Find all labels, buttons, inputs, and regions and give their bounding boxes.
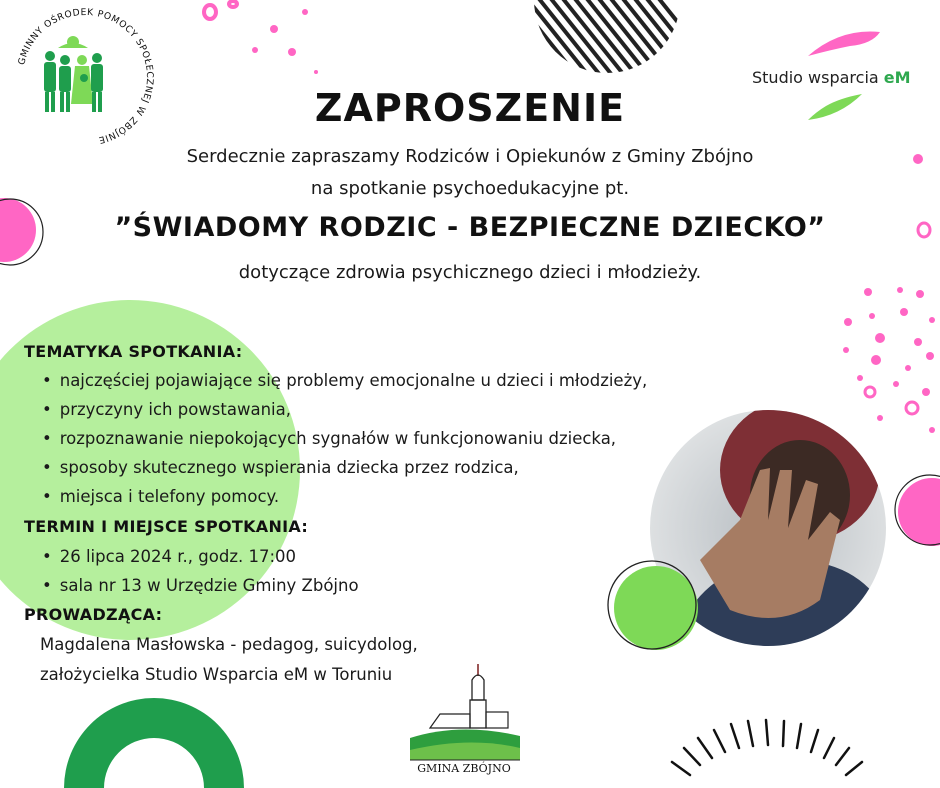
prowadzaca-header: PROWADZĄCA: [24, 605, 163, 624]
tematyka-item: • sposoby skutecznego wspierania dziecka przez rodzica, [42, 458, 519, 477]
tematyka-item: • przyczyny ich powstawania, [42, 400, 291, 419]
event-slogan: ”ŚWIADOMY RODZIC - BEZPIECZNE DZIECKO” [114, 212, 826, 243]
topic-line: dotyczące zdrowia psychicznego dzieci i młodzieży. [238, 262, 702, 283]
pink-confetti-top [204, 1, 237, 19]
prowadzaca-line-2: założycielka Studio Wsparcia eM w Toruniu [40, 665, 393, 684]
studio-logo [752, 68, 911, 87]
green-circle-photo [614, 566, 698, 650]
prowadzaca-line-1: Magdalena Masłowska - pedagog, suicydolog, [40, 635, 418, 654]
church-tower-hills-logo [408, 658, 520, 760]
termin-place: • sala nr 13 w Urzędzie Gminy Zbójno [42, 576, 359, 595]
invitation-title: ZAPROSZENIE [314, 86, 626, 130]
intro-line-1: Serdecznie zapraszamy Rodziców i Opiekunów z Gminy Zbójno [186, 146, 754, 167]
tematyka-item: • rozpoznawanie niepokojących sygnałów w funkcjonowaniu dziecka, [42, 429, 616, 448]
termin-date: • 26 lipca 2024 r., godz. 17:00 [42, 547, 296, 566]
studio-name: Studio wsparcia [752, 68, 884, 87]
tematyka-header: TEMATYKA SPOTKANIA: [24, 342, 243, 361]
sunburst-lines [672, 720, 862, 775]
striped-semicircle [508, 0, 732, 90]
pink-hand-icon [808, 32, 880, 57]
pink-confetti-right [843, 223, 935, 433]
termin-header: TERMIN I MIEJSCE SPOTKANIA: [24, 517, 309, 536]
tematyka-item: • najczęściej pojawiające się problemy emocjonalne u dzieci i młodzieży, [42, 371, 647, 390]
intro-line-2: na spotkanie psychoedukacyjne pt. [310, 178, 630, 199]
svg-text:GMINNY OŚRODEK POMOCY SPOŁECZN: GMINNY OŚRODEK POMOCY SPOŁECZNEJ W ZBÓJNIE [16, 6, 156, 146]
pink-circle-right [898, 478, 940, 546]
tematyka-item: • miejsca i telefony pomocy. [42, 487, 279, 506]
green-arc-bottom [64, 698, 244, 788]
studio-em: eM [883, 68, 911, 87]
gmina-logo-text: GMINA ZBÓJNO [417, 762, 511, 775]
